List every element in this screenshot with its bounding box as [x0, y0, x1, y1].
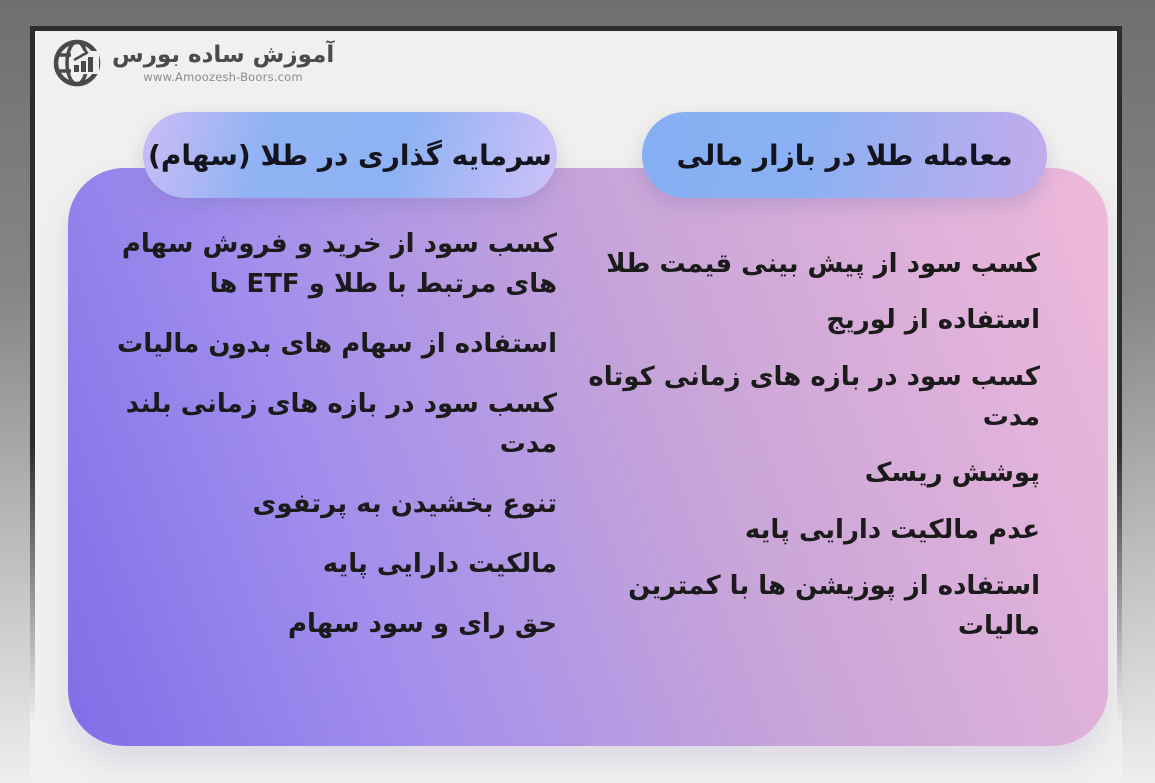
list-item: کسب سود از خرید و فروش سهام های مرتبط با طلا و ETF ها — [121, 229, 557, 299]
header-pill-gold-trading — [642, 112, 1047, 198]
list-item: مالکیت دارایی پایه — [322, 549, 557, 579]
gold-trading-list — [580, 244, 1040, 646]
stock-investing-list — [77, 224, 557, 644]
list-item: کسب سود در بازه های زمانی کوتاه مدت — [588, 361, 1040, 432]
header-pill-stock-investing-label: سرمایه گذاری در طلا (سهام) — [148, 138, 552, 172]
list-item: تنوع بخشیدن به پرتفوی — [252, 489, 557, 519]
list-item: استفاده از لوریج — [826, 305, 1040, 336]
header-pill-gold-trading-label: معامله طلا در بازار مالی — [676, 138, 1013, 172]
site-logo — [52, 38, 334, 88]
list-item: کسب سود در بازه های زمانی بلند مدت — [125, 389, 557, 459]
list-item: استفاده از پوزیشن ها با کمترین مالیات — [628, 570, 1040, 641]
header-pill-stock-investing — [143, 112, 557, 198]
list-item: حق رای و سود سهام — [287, 609, 557, 639]
globe-chart-icon — [52, 38, 102, 88]
logo-text-block — [112, 42, 334, 84]
list-item: پوشش ریسک — [864, 458, 1040, 489]
logo-url: www.Amoozesh-Boors.com — [143, 70, 303, 84]
list-item: کسب سود از پیش بینی قیمت طلا — [606, 249, 1040, 279]
list-item: عدم مالکیت دارایی پایه — [744, 514, 1040, 545]
logo-title: آموزش ساده بورس — [112, 42, 335, 68]
list-item: استفاده از سهام های بدون مالیات — [117, 329, 557, 359]
